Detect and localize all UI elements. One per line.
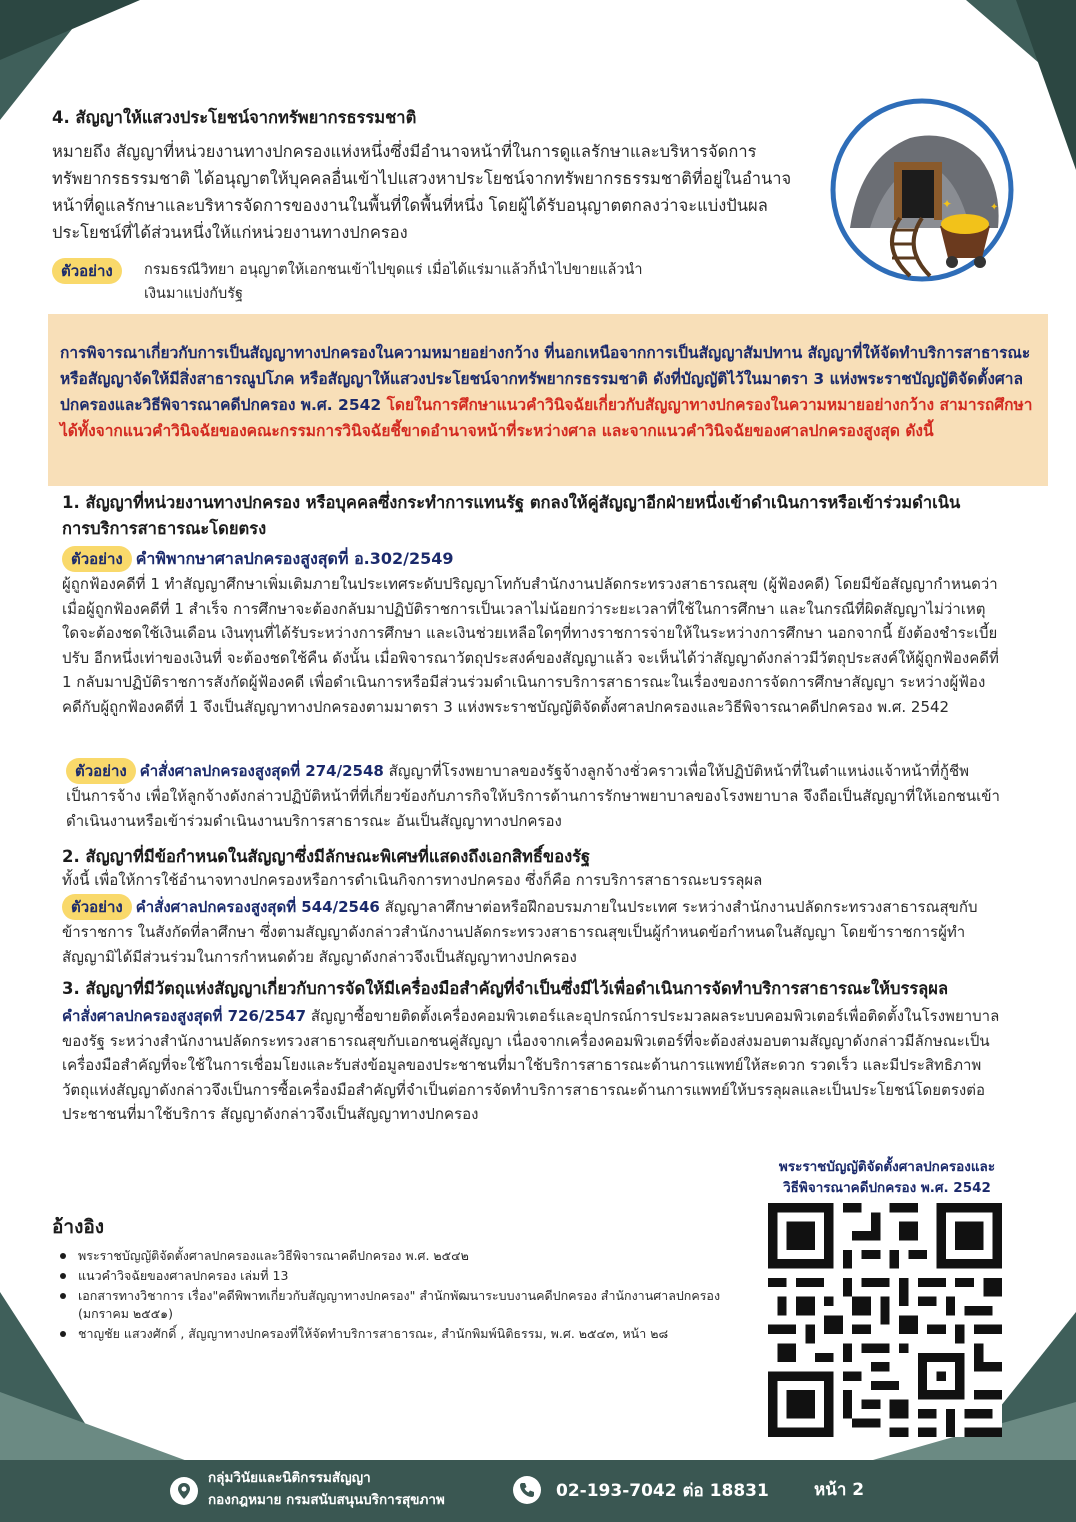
callout-red-text: โดยในการศึกษาแนวคำวินิจฉัยเกี่ยวกับสัญญาทางปกครองในความหมายอย่างกว้าง สามารถศึกษาได้ทั้งจากแนวคำวินิจฉัยของคณะกรรมการวินิจฉัยชี้ขาดอำนาจหน้าที่ระหว่างศาล และจากแนวคำวินิจฉัยของศาลปกครองสูงสุด ดังนี้ <box>60 396 1033 440</box>
item1-example2-ref: คำสั่งศาลปกครองสูงสุดที่ 274/2548 <box>139 762 384 780</box>
svg-text:✦: ✦ <box>990 202 999 213</box>
section4-heading: 4. สัญญาให้แสวงประโยชน์จากทรัพยากรธรรมชาติ <box>52 108 417 127</box>
item2-heading: 2. สัญญาที่มีข้อกำหนดในสัญญาซึ่งมีลักษณะพิเศษที่แสดงถึงเอกสิทธิ์ของรัฐ <box>62 847 591 866</box>
svg-text:✦: ✦ <box>942 197 953 211</box>
reference-item: พระราชบัญญัติจัดตั้งศาลปกครองและวิธีพิจารณาคดีปกครอง พ.ศ. ๒๕๔๒ <box>58 1247 738 1265</box>
example-pill: ตัวอย่าง <box>52 258 122 284</box>
footer-org-line1: กลุ่มวินัยและนิติกรรมสัญญา <box>208 1470 371 1486</box>
example-pill: ตัวอย่าง <box>66 758 136 784</box>
phone-icon <box>513 1476 541 1504</box>
section4-example-text: กรมธรณีวิทยา อนุญาตให้เอกชนเข้าไปขุดแร่ เมื่อได้แร่มาแล้วก็นำไปขายแล้วนำเงินมาแบ่งกับรัฐ <box>144 262 643 302</box>
corner-decoration-top-left-inner <box>0 0 140 60</box>
item1-example1-ref: คำพิพากษาศาลปกครองสูงสุดที่ อ.302/2549 <box>135 549 454 568</box>
qr-title <box>752 1157 1022 1199</box>
item2-example <box>62 894 1002 969</box>
item3-example <box>62 1004 1006 1127</box>
mine-illustration <box>830 98 1014 282</box>
reference-item: เอกสารทางวิชาการ เรื่อง"คดีพิพาทเกี่ยวกับสัญญาทางปกครอง" สำนักพัฒนาระบบงานคดีปกครอง สำนักงานศาลปกครอง (มกราคม ๒๕๕๑) <box>58 1287 738 1323</box>
item3-example-text: สัญญาซื้อขายติดตั้งเครื่องคอมพิวเตอร์และอุปกรณ์การประมวลผลระบบคอมพิวเตอร์เพื่อติดตั้งในโรงพยาบาลของรัฐ ระหว่างสำนักงานปลัดกระทรวงสาธารณสุขกับเอกชนคู่สัญญา เนื่องจากเครื่องคอมพิวเตอร์ที่จะต้องส่งมอบตามสัญญาดังกล่าวมีลักษณะเป็นเครื่องมือสำคัญที่จะใช้ในการเชื่อมโยงและรับส่งข้อมูลของประชาชนที่มาใช้บริการสาธารณะด้านการแพทย์ให้สะดวก รวดเร็ว และมีประสิทธิภาพ วัตถุแห่งสัญญาดังกล่าวจึงเป็นการซื้อเครื่องมือสำคัญที่จำเป็นต่อการจัดทำบริการสาธารณะด้านการแพทย์ให้บรรลุผลและเป็นประโยชน์โดยตรงต่อประชาชนที่มาใช้บริการ สัญญาดังกล่าวจึงเป็นสัญญาทางปกครอง <box>62 1007 1000 1123</box>
footer-org <box>208 1467 445 1511</box>
item1-example1-text: ผู้ถูกฟ้องคดีที่ 1 ทำสัญญาศึกษาเพิ่มเติมภายในประเทศระดับปริญญาโทกับสำนักงานปลัดกระทรวงสาธารณสุข (ผู้ฟ้องคดี) โดยมีข้อสัญญากำหนดว่า เมื่อผู้ถูกฟ้องคดีที่ 1 สำเร็จ การศึกษาจะต้องกลับมาปฏิบัติราชการเป็นเวลาไม่น้อยกว่าระยะเวลาที่ใช้ในการศึกษา และในกรณีที่ผิดสัญญาไม่ว่าเหตุใดจะต้องชดใช้เงินเดือน เงินทุนที่ได้รับระหว่างการศึกษา และเงินช่วยเหลือใดๆที่ทางราชการจ่ายให้ในระหว่างการศึกษา นอกจากนี้ ยังต้องชำระเบี้ยปรับ อีกหนึ่งเท่าของเงินที่ จะต้องชดใช้คืน ดังนั้น เมื่อพิจารณาวัตถุประสงค์ของสัญญาแล้ว จะเห็นได้ว่าสัญญาดังกล่าวมีวัตถุประสงค์ให้ผู้ถูกฟ้องคดีที่ 1 กลับมาปฏิบัติราชการสังกัดผู้ฟ้องคดี เพื่อดำเนินการหรือมีส่วนร่วมดำเนินการบริการสาธารณะในเรื่องของการจัดการศึกษาสัญญา ระหว่างผู้ฟ้องคดีกับผู้ถูกฟ้องคดีที่ 1 จึงเป็นสัญญาทางปกครองตามมาตรา 3 แห่งพระราชบัญญัติจัดตั้งศาลปกครองและวิธีพิจารณาคดีปกครอง พ.ศ. 2542 <box>62 575 999 716</box>
reference-item: ชาญชัย แสวงศักดิ์ , สัญญาทางปกครองที่ให้จัดทำบริการสาธารณะ, สำนักพิมพ์นิติธรรม, พ.ศ. ๒๕๔๓, หน้า ๒๘ <box>58 1325 738 1343</box>
item1-example2-text: สัญญาที่โรงพยาบาลของรัฐจ้างลูกจ้างชั่วคราวเพื่อให้ปฏิบัติหน้าที่ในตำแหน่งแจ้าหน้าที่กู้ชีพ เป็นการจ้าง เพื่อให้ลูกจ้างดังกล่าวปฏิบัติหน้าที่ที่เกี่ยวข้องกับภารกิจให้บริการด้านการรักษาพยาบาลของโรงพยาบาล จึงถือเป็นสัญญาที่ให้เอกชนเข้าดำเนินงานหรือเข้าร่วมดำเนินงานบริการสาธารณะ อันเป็นสัญญาทางปกครอง <box>66 762 1000 830</box>
item1-example2 <box>66 758 1006 833</box>
footer-org-line2: กองกฎหมาย กรมสนับสนุนบริการสุขภาพ <box>208 1492 445 1508</box>
corner-decoration-top-right-inner <box>1016 0 1076 170</box>
reference-item: แนวคำวิจฉัยของศาลปกครอง เล่มที่ 13 <box>58 1267 738 1285</box>
item3-example-ref: คำสั่งศาลปกครองสูงสุดที่ 726/2547 <box>62 1007 307 1025</box>
item1-example1-header <box>62 546 454 572</box>
example-pill: ตัวอย่าง <box>62 894 132 920</box>
callout-blue-text: การพิจารณาเกี่ยวกับการเป็นสัญญาทางปกครองในความหมายอย่างกว้าง ที่นอกเหนือจากการเป็นสัญญาสัมปทาน สัญญาที่ให้จัดทำบริการสาธารณะ หรือสัญญาจัดให้มีสิ่งสาธารณูปโภค หรือสัญญาให้แสวงประโยชน์จากทรัพยากรธรรมชาติ ดังที่บัญญัติไว้ในมาตรา 3 แห่งพระราชบัญญัติจัดตั้งศาลปกครองและวิธีพิจารณาคดีปกครอง พ.ศ. 2542 <box>60 344 1031 414</box>
location-pin-icon <box>170 1477 198 1505</box>
references-heading: อ้างอิง <box>52 1216 105 1238</box>
footer-bar <box>0 1460 1076 1522</box>
corner-decoration-bottom-left-inner <box>0 1392 190 1462</box>
item2-intro: ทั้งนี้ เพื่อให้การใช้อำนาจทางปกครองหรือการดำเนินกิจการทางปกครอง ซึ่งก็คือ การบริการสาธารณะบรรลุผล <box>62 871 763 889</box>
section4-body: หมายถึง สัญญาที่หน่วยงานทางปกครองแห่งหนึ่งซึ่งมีอำนาจหน้าที่ในการดูแลรักษาและบริหารจัดการทรัพยากรธรรมชาติ ได้อนุญาตให้บุคคลอื่นเข้าไปแสวงหาประโยชน์จากทรัพยากรธรรมชาติที่อยู่ในอำนาจหน้าที่ดูแลรักษาและบริหารจัดการของงานในพื้นที่ใดพื้นที่หนึ่ง โดยผู้ได้รับอนุญาตตกลงว่าจะแบ่งปันผลประโยชน์ที่ได้ส่วนหนึ่งให้แก่หน่วยงานทางปกครอง <box>52 142 792 242</box>
item2-example-text: สัญญาลาศึกษาต่อหรือฝึกอบรมภายในประเทศ ระหว่างสำนักงานปลัดกระทรวงสาธารณสุขกับข้าราชการ ในสังกัดที่ลาศึกษา ซึ่งตามสัญญาดังกล่าวสำนักงานปลัดกระทรวงสาธารณสุขเป็นผู้กำหนดข้อกำหนดในสัญญา โดยข้าราชการผู้ทำสัญญามิได้มีส่วนร่วมในการกำหนดด้วย สัญญาดังกล่าวจึงเป็นสัญญาทางปกครอง <box>62 898 978 966</box>
callout-box <box>48 314 1048 486</box>
qr-title-line2: วิธีพิจารณาคดีปกครอง พ.ศ. 2542 <box>783 1180 991 1196</box>
qr-code[interactable] <box>768 1203 1002 1437</box>
example-pill: ตัวอย่าง <box>62 546 132 572</box>
qr-title-line1: พระราชบัญญัติจัดตั้งศาลปกครองและ <box>778 1159 996 1175</box>
item1-heading: 1. สัญญาที่หน่วยงานทางปกครอง หรือบุคคลซึ่งกระทำการแทนรัฐ ตกลงให้คู่สัญญาอีกฝ่ายหนึ่งเข้าดำเนินการหรือเข้าร่วมดำเนินการบริการสาธารณะโดยตรง <box>62 493 961 538</box>
callout-text <box>60 340 1036 444</box>
references-list <box>58 1247 738 1345</box>
page-number: หน้า 2 <box>814 1480 865 1500</box>
item2-example-ref: คำสั่งศาลปกครองสูงสุดที่ 544/2546 <box>135 898 380 916</box>
item3-heading: 3. สัญญาที่มีวัตถุแห่งสัญญาเกี่ยวกับการจัดให้มีเครื่องมือสำคัญที่จำเป็นซึ่งมีไว้เพื่อดำเนินการจัดทำบริการสาธารณะให้บรรลุผล <box>62 979 949 998</box>
footer-phone[interactable]: 02-193-7042 ต่อ 18831 <box>556 1481 769 1501</box>
